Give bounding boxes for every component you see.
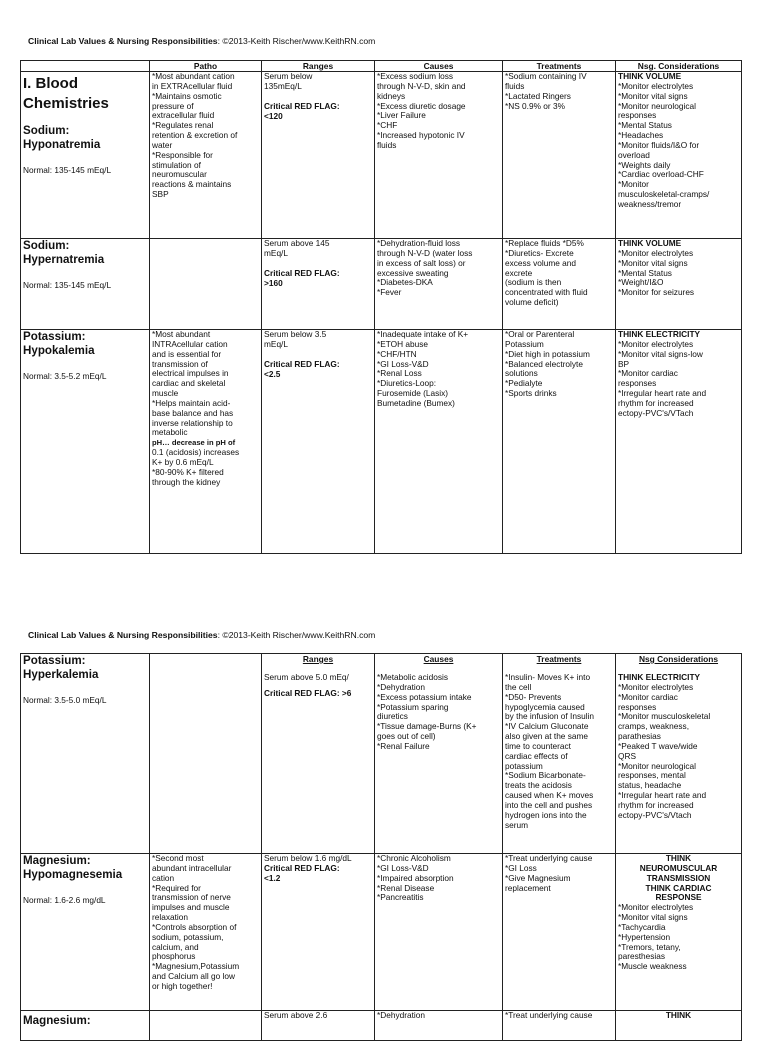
causes-text: *Inadequate intake of K+ *ETOH abuse *CHF/HTN *GI Loss-V&D *Renal Loss *Diuretics-Loop: Furosemide (Lasix) Bumetadine (Bumex)	[377, 329, 469, 408]
treatments-text: *Oral or Parenteral Potassium *Diet high in potassium *Balanced electrolyte solutions *Pedialyte *Sports drinks	[505, 329, 590, 399]
col-header-treatments: Treatments	[536, 654, 582, 664]
treatments-text: *Treat underlying cause	[505, 1010, 593, 1020]
think-label: THINK	[665, 1010, 692, 1020]
nsg-text: *Monitor electrolytes *Monitor vital signs-low BP *Monitor cardiac responses *Irregular heart rate and rhythm for increased ectopy-PVC's/VTach	[618, 338, 707, 418]
treatments-text: *Sodium containing IV fluids *Lactated Ringers *NS 0.9% or 3%	[505, 71, 587, 111]
range-text: Serum above 5.0 mEq/	[264, 672, 349, 682]
patho-text: *Most abundant INTRAcellular cation and is essential for transmission of electrical impulses in cardiac and skeletal muscle *Helps maintain acid- base balance and has inverse relationship to metabolic	[152, 329, 234, 438]
table-row	[21, 1011, 742, 1041]
table-row	[21, 854, 742, 1011]
col-header-nsg: Nsg. Considerations	[616, 61, 742, 72]
condition-name: Sodium: Hyponatremia	[23, 124, 101, 151]
think-label: THINK VOLUME	[618, 71, 682, 81]
condition-name: Magnesium: Hypomagnesemia	[23, 854, 123, 881]
patho-emphasis: pH… decrease in pH of	[152, 438, 236, 448]
col-header-ranges: Ranges	[302, 654, 334, 664]
col-header-causes: Causes	[423, 654, 454, 664]
causes-text: *Chronic Alcoholism *GI Loss-V&D *Impaired absorption *Renal Disease *Pancreatitis	[377, 853, 454, 903]
doc-copyright: : ©2013-Keith Rischer/www.KeithRN.com	[217, 36, 376, 46]
col-header-nsg: Nsg Considerations	[638, 654, 719, 664]
condition-name: Magnesium:	[23, 1014, 91, 1027]
critical-flag: Critical RED FLAG: <1.2	[264, 862, 340, 883]
table-row	[21, 330, 742, 554]
range-text: Serum above 2.6	[264, 1010, 328, 1020]
nsg-text: *Monitor electrolytes *Monitor vital signs *Monitor neurological responses *Mental Status *Headaches *Monitor fluids/I&O for overload *Weights daily *Cardiac overload-CHF *Monitor musculoskeletal-cramps/ weakness/tremor	[618, 80, 710, 209]
condition-cell	[21, 239, 150, 330]
think-label: THINK VOLUME	[618, 238, 682, 248]
col-header-treatments: Treatments	[503, 61, 616, 72]
doc-title: Clinical Lab Values & Nursing Responsibilities	[28, 36, 218, 46]
patho-text-continued: 0.1 (acidosis) increases K+ by 0.6 mEq/L *80-90% K+ filtered through the kidney	[152, 447, 240, 487]
condition-cell	[21, 654, 150, 854]
condition-cell	[21, 72, 150, 239]
condition-name: Potassium: Hypokalemia	[23, 330, 95, 357]
doc-title: Clinical Lab Values & Nursing Responsibilities	[28, 630, 218, 640]
patho-text: *Second most abundant intracellular cation *Required for transmission of nerve impulses and muscle relaxation *Controls absorption of sodium, potassium, calcium, and phosphorus *Magnesium,Potassium and Calcium all go low or high together!	[152, 853, 240, 991]
nsg-text: *Monitor electrolytes *Monitor cardiac responses *Monitor musculoskeletal cramps, weakness, parathesias *Peaked T wave/wide QRS *Monitor neurological responses, mental status, headache *Irregular heart rate and rhythm for increased ectopy-PVC's/Vtach	[618, 681, 711, 820]
condition-cell	[21, 1011, 150, 1041]
patho-text: *Most abundant cation in EXTRAcellular fluid *Maintains osmotic pressure of extracellular fluid *Regulates renal retention & excretion of water *Responsible for stimulation of neuromuscular reactions & maintains SBP	[152, 71, 238, 200]
normal-range: Normal: 135-145 mEq/L	[23, 280, 112, 290]
range-text: Serum above 145 mEq/L	[264, 238, 330, 258]
col-header-condition	[21, 61, 150, 72]
treatments-text: *Insulin- Moves K+ into the cell *D50- Prevents hypoglycemia caused by the infusion of Insulin *IV Calcium Gluconate also given at the same time to counteract cardiac effects of potassium *Sodium Bicarbonate- treats the acidosis caused when K+ moves into the cell and pushes hydrogen ions into the serum	[505, 672, 595, 830]
nsg-text: *Monitor electrolytes *Monitor vital signs *Tachycardia *Hypertension *Tremors, tetany, paresthesias *Muscle weakness	[618, 902, 694, 972]
lab-table-page2	[20, 653, 742, 1041]
col-header-causes: Causes	[375, 61, 503, 72]
col-header-ranges: Ranges	[262, 61, 375, 72]
normal-range: Normal: 3.5-5.2 mEq/L	[23, 371, 107, 381]
critical-flag: Critical RED FLAG: <120	[264, 100, 340, 121]
critical-flag: Critical RED FLAG: >6	[264, 687, 352, 698]
range-text: Serum below 1.6 mg/dL	[264, 853, 352, 863]
table-row	[21, 239, 742, 330]
causes-text: *Dehydration	[377, 1010, 425, 1020]
think-label: THINK ELECTRICITY	[618, 329, 701, 339]
nsg-text: *Monitor electrolytes *Monitor vital signs *Mental Status *Weight/I&O *Monitor for seizures	[618, 247, 695, 298]
section-title: I. Blood Chemistries	[23, 75, 109, 112]
lab-table-page1	[20, 60, 742, 554]
table-row	[21, 654, 742, 854]
critical-flag: Critical RED FLAG: >160	[264, 267, 340, 288]
col-header-patho: Patho	[150, 61, 262, 72]
treatments-text: *Replace fluids *D5% *Diuretics- Excrete excess volume and excrete (sodium is then concentrated with fluid volume deficit)	[505, 238, 588, 308]
page1-header	[28, 36, 375, 46]
condition-cell	[21, 854, 150, 1011]
range-text: Serum below 3.5 mEq/L	[264, 329, 327, 349]
table-header-row	[21, 61, 742, 72]
think-label: THINK NEUROMUSCULAR TRANSMISSION THINK CARDIAC RESPONSE	[639, 853, 718, 903]
condition-cell	[21, 330, 150, 554]
critical-flag: Critical RED FLAG: <2.5	[264, 358, 340, 379]
causes-text: *Metabolic acidosis *Dehydration *Excess potassium intake *Potassium sparing diuretics *Tissue damage-Burns (K+ goes out of cell) *Renal Failure	[377, 672, 477, 751]
page2-header	[28, 630, 375, 640]
condition-name: Potassium: Hyperkalemia	[23, 654, 99, 681]
normal-range: Normal: 1.6-2.6 mg/dL	[23, 895, 106, 905]
doc-copyright: : ©2013-Keith Rischer/www.KeithRN.com	[217, 630, 376, 640]
treatments-text: *Treat underlying cause *GI Loss *Give Magnesium replacement	[505, 853, 593, 893]
condition-name: Sodium: Hypernatremia	[23, 239, 105, 266]
range-text: Serum below 135mEq/L	[264, 71, 313, 91]
table-row	[21, 72, 742, 239]
causes-text: *Dehydration-fluid loss through N-V-D (water loss in excess of salt loss) or excessive sweating *Diabetes-DKA *Fever	[377, 238, 473, 298]
think-label: THINK ELECTRICITY	[618, 672, 701, 682]
causes-text: *Excess sodium loss through N-V-D, skin and kidneys *Excess diuretic dosage *Liver Failure *CHF *Increased hypotonic IV fluids	[377, 71, 466, 150]
normal-range: Normal: 135-145 mEq/L	[23, 165, 112, 175]
normal-range: Normal: 3.5-5.0 mEq/L	[23, 695, 107, 705]
